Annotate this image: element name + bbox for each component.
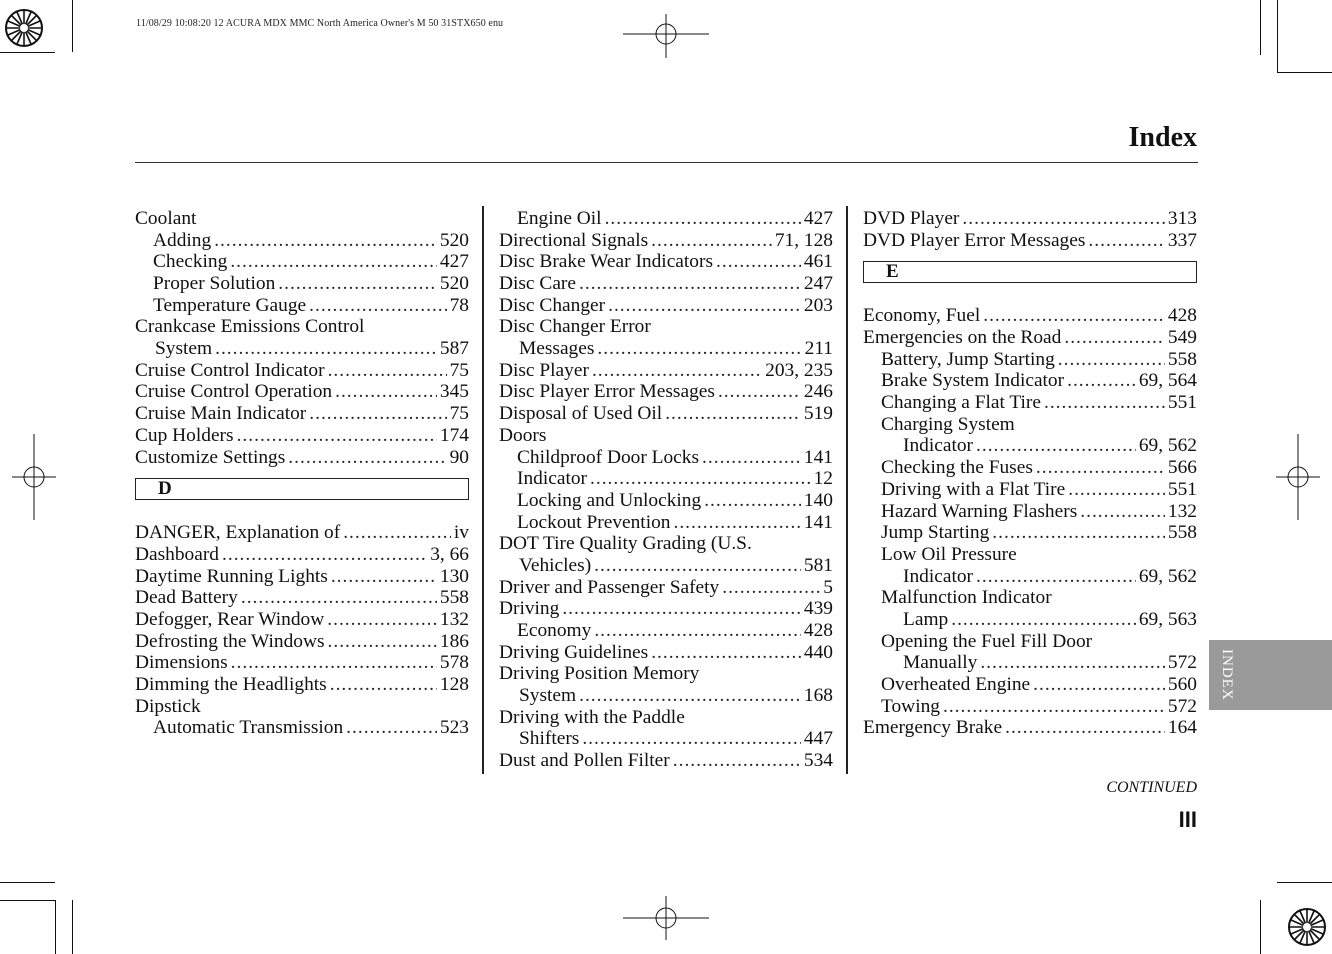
entry-text: Locking and Unlocking — [517, 489, 702, 511]
crosshair-icon — [1276, 434, 1320, 520]
crosshair-icon — [623, 14, 709, 58]
entry-page-number[interactable]: 560 — [1167, 674, 1197, 696]
entry-text: DOT Tire Quality Grading (U.S. — [499, 533, 752, 555]
entry-text: Hazard Warning Flashers — [881, 500, 1078, 522]
leader-dots — [597, 338, 801, 360]
entry-page-number[interactable]: 90 — [449, 446, 469, 468]
entry-text: Dimensions — [135, 652, 228, 674]
index-heading — [499, 316, 833, 338]
entry-page-number[interactable]: 519 — [803, 403, 833, 425]
entry-text: Brake System Indicator — [881, 370, 1065, 392]
entry-page-number[interactable]: 186 — [439, 630, 469, 652]
index-entry[interactable] — [863, 230, 1197, 252]
entry-text: Customize Settings — [135, 446, 286, 468]
index-entry[interactable] — [863, 370, 1197, 392]
entry-text: Economy, Fuel — [863, 305, 981, 327]
entry-page-number[interactable]: 71, 128 — [774, 229, 833, 251]
index-entry[interactable] — [863, 436, 1197, 458]
leader-dots — [330, 674, 437, 696]
leader-dots — [594, 620, 801, 642]
leader-dots — [582, 728, 801, 750]
leader-dots — [215, 338, 437, 360]
entry-text: Dashboard — [135, 543, 220, 565]
entry-text: DVD Player — [863, 207, 960, 229]
leader-dots — [594, 555, 801, 577]
leader-dots — [983, 305, 1165, 327]
leader-dots — [702, 447, 801, 469]
leader-dots — [562, 598, 801, 620]
entry-page-number[interactable]: 78 — [449, 294, 469, 316]
index-entry[interactable] — [135, 447, 469, 469]
leader-dots — [673, 512, 800, 534]
side-tab-label: INDEX — [1219, 649, 1235, 701]
entry-text: Driving Position Memory — [499, 663, 700, 685]
entry-text: Messages — [519, 338, 595, 360]
entry-page-number[interactable]: 203 — [803, 294, 833, 316]
entry-text: Disposal of Used Oil — [499, 403, 663, 425]
entry-page-number[interactable]: 337 — [1167, 229, 1197, 251]
entry-page-number[interactable]: 128 — [439, 674, 469, 696]
index-heading — [499, 533, 833, 555]
entry-text: Disc Player — [499, 359, 589, 381]
leader-dots — [943, 696, 1165, 718]
entry-page-number[interactable]: 427 — [803, 207, 833, 229]
entry-text: Changing a Flat Tire — [881, 392, 1041, 414]
entry-page-number[interactable]: 551 — [1167, 392, 1197, 414]
entry-page-number[interactable]: 520 — [439, 229, 469, 251]
entry-page-number[interactable]: 164 — [1167, 717, 1197, 739]
entry-text: Driving — [499, 598, 560, 620]
section-letter-header: E — [863, 261, 1197, 283]
registration-sunburst-icon — [4, 8, 44, 48]
entry-text: Shifters — [519, 728, 580, 750]
entry-text: Economy — [517, 620, 592, 642]
entry-page-number[interactable]: 534 — [803, 750, 833, 772]
entry-text: Low Oil Pressure — [881, 543, 1017, 565]
leader-dots — [704, 490, 801, 512]
index-entry[interactable] — [135, 403, 469, 425]
index-entry[interactable] — [135, 273, 469, 295]
entry-page-number[interactable]: 174 — [439, 424, 469, 446]
entry-page-number[interactable]: 203, 235 — [765, 359, 833, 381]
entry-page-number[interactable]: 12 — [813, 468, 833, 490]
leader-dots — [331, 566, 437, 588]
index-heading — [499, 425, 833, 447]
index-entry[interactable] — [499, 642, 833, 664]
entry-text: Opening the Fuel Fill Door — [881, 630, 1093, 652]
index-entry[interactable] — [499, 230, 833, 252]
entry-page-number[interactable]: 447 — [803, 728, 833, 750]
leader-dots — [718, 381, 801, 403]
index-column-2 — [499, 208, 833, 772]
entry-text: Driver and Passenger Safety — [499, 576, 720, 598]
index-heading — [863, 544, 1197, 566]
entry-text: Dipstick — [135, 695, 201, 717]
entry-text: Defogger, Rear Window — [135, 608, 325, 630]
crosshair-icon — [12, 434, 56, 520]
entry-text: Proper Solution — [153, 273, 276, 295]
title-rule — [135, 162, 1198, 163]
index-entry[interactable] — [863, 522, 1197, 544]
entry-text: Driving Guidelines — [499, 641, 649, 663]
entry-page-number[interactable]: 428 — [803, 620, 833, 642]
entry-text: Manually — [903, 652, 978, 674]
leader-dots — [1064, 327, 1165, 349]
leader-dots — [608, 295, 801, 317]
index-heading — [499, 707, 833, 729]
leader-dots — [1033, 674, 1165, 696]
entry-text: Lockout Prevention — [517, 511, 671, 533]
index-entry[interactable] — [135, 717, 469, 739]
entry-page-number[interactable]: 549 — [1167, 327, 1197, 349]
entry-text: Malfunction Indicator — [881, 587, 1052, 609]
entry-page-number[interactable]: 247 — [803, 273, 833, 295]
leader-dots — [343, 522, 451, 544]
entry-text: Disc Changer — [499, 294, 606, 316]
index-entry[interactable] — [499, 251, 833, 273]
entry-text: Disc Brake Wear Indicators — [499, 251, 713, 273]
leader-dots — [592, 360, 762, 382]
leader-dots — [346, 717, 437, 739]
leader-dots — [716, 251, 801, 273]
index-entry[interactable] — [135, 251, 469, 273]
leader-dots — [605, 208, 801, 230]
entry-page-number[interactable]: 5 — [823, 576, 833, 598]
leader-dots — [1080, 501, 1165, 523]
index-entry[interactable] — [863, 349, 1197, 371]
leader-dots — [976, 435, 1136, 457]
index-entry[interactable] — [499, 208, 833, 230]
index-heading — [863, 631, 1197, 653]
entry-page-number[interactable]: 558 — [439, 587, 469, 609]
entry-text: System — [519, 685, 577, 707]
continued-label: CONTINUED — [1106, 779, 1197, 796]
entry-text: Cruise Control Indicator — [135, 359, 325, 381]
index-entry[interactable] — [135, 360, 469, 382]
entry-text: Automatic Transmission — [153, 717, 344, 739]
entry-text: Cup Holders — [135, 424, 234, 446]
entry-text: Vehicles) — [519, 554, 592, 576]
index-entry[interactable] — [863, 674, 1197, 696]
entry-page-number[interactable]: 132 — [1167, 500, 1197, 522]
entry-page-number[interactable]: 141 — [803, 511, 833, 533]
index-entry[interactable] — [499, 577, 833, 599]
entry-text: Dead Battery — [135, 587, 238, 609]
index-entry[interactable] — [135, 522, 469, 544]
leader-dots — [1068, 479, 1165, 501]
index-entry[interactable] — [499, 620, 833, 642]
index-heading — [135, 316, 469, 338]
entry-text: Daytime Running Lights — [135, 565, 328, 587]
entry-text: Defrosting the Windows — [135, 630, 325, 652]
leader-dots — [579, 273, 801, 295]
entry-text: Driving with a Flat Tire — [881, 478, 1066, 500]
print-info-line: 11/08/29 10:08:20 12 ACURA MDX MMC North America Owner's M 50 31STX650 enu — [136, 18, 504, 29]
entry-text: Jump Starting — [881, 522, 990, 544]
leader-dots — [222, 544, 427, 566]
entry-page-number[interactable]: 313 — [1167, 207, 1197, 229]
index-entry[interactable] — [135, 674, 469, 696]
entry-text: Cruise Control Operation — [135, 381, 333, 403]
crosshair-icon — [623, 896, 709, 940]
entry-text: Directional Signals — [499, 229, 649, 251]
index-entry[interactable] — [135, 382, 469, 404]
entry-page-number[interactable]: 345 — [439, 381, 469, 403]
entry-text: Towing — [881, 695, 940, 717]
leader-dots — [214, 230, 437, 252]
entry-text: DVD Player Error Messages — [863, 229, 1086, 251]
index-entry[interactable] — [863, 327, 1197, 349]
registration-sunburst-icon — [1287, 907, 1327, 947]
index-heading — [863, 587, 1197, 609]
index-entry[interactable] — [499, 295, 833, 317]
entry-text: Crankcase Emissions Control — [135, 316, 365, 338]
leader-dots — [992, 522, 1165, 544]
entry-page-number[interactable]: 439 — [803, 598, 833, 620]
entry-page-number[interactable]: 566 — [1167, 457, 1197, 479]
leader-dots — [980, 652, 1165, 674]
entry-text: Indicator — [903, 435, 973, 457]
leader-dots — [278, 273, 437, 295]
index-entry[interactable] — [499, 512, 833, 534]
index-entry[interactable] — [499, 447, 833, 469]
index-entry[interactable] — [499, 750, 833, 772]
leader-dots — [651, 230, 772, 252]
entry-text: Disc Player Error Messages — [499, 381, 715, 403]
leader-dots — [241, 587, 437, 609]
entry-page-number[interactable]: 440 — [803, 641, 833, 663]
entry-page-number[interactable]: 572 — [1167, 695, 1197, 717]
entry-text: Disc Care — [499, 273, 576, 295]
index-entry[interactable] — [499, 382, 833, 404]
index-heading — [863, 414, 1197, 436]
entry-page-number[interactable]: 581 — [803, 554, 833, 576]
index-entry[interactable] — [135, 295, 469, 317]
entry-text: DANGER, Explanation of — [135, 522, 341, 544]
index-entry[interactable] — [499, 598, 833, 620]
entry-page-number[interactable]: 246 — [803, 381, 833, 403]
entry-text: Lamp — [903, 608, 949, 630]
entry-text: Disc Changer Error — [499, 316, 651, 338]
leader-dots — [237, 425, 437, 447]
entry-text: Checking the Fuses — [881, 457, 1033, 479]
leader-dots — [335, 381, 437, 403]
leader-dots — [1005, 717, 1165, 739]
leader-dots — [231, 652, 437, 674]
index-heading — [135, 208, 469, 230]
entry-page-number[interactable]: 551 — [1167, 478, 1197, 500]
column-divider — [482, 206, 484, 774]
index-entry[interactable] — [863, 609, 1197, 631]
entry-page-number[interactable]: 572 — [1167, 652, 1197, 674]
leader-dots — [665, 403, 801, 425]
leader-dots — [651, 642, 801, 664]
index-entry[interactable] — [135, 230, 469, 252]
leader-dots — [230, 251, 437, 273]
entry-text: Childproof Door Locks — [517, 446, 700, 468]
index-entry[interactable] — [863, 652, 1197, 674]
index-entry[interactable] — [863, 501, 1197, 523]
index-entry[interactable] — [863, 392, 1197, 414]
column-divider — [846, 206, 848, 774]
entry-page-number[interactable]: 130 — [439, 565, 469, 587]
leader-dots — [288, 447, 446, 469]
leader-dots — [327, 609, 437, 631]
entry-page-number[interactable]: 520 — [439, 273, 469, 295]
entry-page-number[interactable]: 461 — [803, 251, 833, 273]
index-entry[interactable] — [499, 729, 833, 751]
index-heading — [499, 663, 833, 685]
leader-dots — [328, 360, 447, 382]
entry-page-number[interactable]: 427 — [439, 251, 469, 273]
index-entry[interactable] — [863, 696, 1197, 718]
index-entry[interactable] — [499, 555, 833, 577]
entry-page-number[interactable]: 75 — [449, 403, 469, 425]
index-entry[interactable] — [135, 544, 469, 566]
index-entry[interactable] — [499, 360, 833, 382]
entry-page-number[interactable]: 69, 562 — [1138, 565, 1197, 587]
entry-page-number[interactable]: 132 — [439, 608, 469, 630]
leader-dots — [1067, 370, 1136, 392]
leader-dots — [590, 468, 811, 490]
index-entry[interactable] — [135, 631, 469, 653]
index-entry[interactable] — [863, 305, 1197, 327]
index-entry[interactable] — [499, 403, 833, 425]
entry-page-number[interactable]: 211 — [804, 338, 833, 360]
leader-dots — [328, 631, 437, 653]
index-column-3 — [863, 208, 1197, 739]
entry-page-number[interactable]: 587 — [439, 338, 469, 360]
entry-text: Driving with the Paddle — [499, 706, 685, 728]
leader-dots — [309, 403, 446, 425]
page-number: III — [1178, 807, 1197, 832]
leader-dots — [962, 208, 1165, 230]
entry-text: Emergency Brake — [863, 717, 1003, 739]
entry-text: Engine Oil — [517, 207, 602, 229]
page-title: Index — [1128, 122, 1197, 153]
index-entry[interactable] — [135, 652, 469, 674]
entry-page-number[interactable]: 3, 66 — [430, 543, 469, 565]
entry-page-number[interactable]: 578 — [439, 652, 469, 674]
section-letter-header: D — [135, 478, 469, 500]
entry-text: Adding — [153, 229, 212, 251]
leader-dots — [309, 295, 446, 317]
leader-dots — [1088, 230, 1165, 252]
leader-dots — [951, 609, 1136, 631]
entry-text: Indicator — [517, 468, 587, 490]
leader-dots — [1044, 392, 1165, 414]
index-column-1 — [135, 208, 469, 739]
index-entry[interactable] — [863, 717, 1197, 739]
entry-page-number[interactable]: 523 — [439, 717, 469, 739]
entry-text: Checking — [153, 251, 228, 273]
entry-page-number[interactable]: 558 — [1167, 522, 1197, 544]
entry-text: Emergencies on the Road — [863, 327, 1062, 349]
index-entry[interactable] — [499, 490, 833, 512]
entry-text: Temperature Gauge — [153, 294, 307, 316]
leader-dots — [1058, 349, 1165, 371]
index-side-tab[interactable] — [1209, 640, 1332, 710]
leader-dots — [1036, 457, 1165, 479]
index-entry[interactable] — [135, 609, 469, 631]
entry-text: Overheated Engine — [881, 674, 1031, 696]
entry-text: Cruise Main Indicator — [135, 403, 307, 425]
index-entry[interactable] — [499, 468, 833, 490]
index-entry[interactable] — [863, 479, 1197, 501]
entry-page-number[interactable]: 69, 564 — [1138, 370, 1197, 392]
entry-page-number[interactable]: 558 — [1167, 348, 1197, 370]
entry-page-number[interactable]: 69, 563 — [1138, 608, 1197, 630]
entry-page-number[interactable]: 75 — [449, 359, 469, 381]
entry-page-number[interactable]: 428 — [1167, 305, 1197, 327]
index-entry[interactable] — [499, 685, 833, 707]
index-entry[interactable] — [135, 425, 469, 447]
leader-dots — [579, 685, 801, 707]
index-entry[interactable] — [499, 338, 833, 360]
entry-page-number[interactable]: 69, 562 — [1138, 435, 1197, 457]
entry-text: Charging System — [881, 413, 1015, 435]
entry-text: Doors — [499, 424, 547, 446]
entry-page-number[interactable]: 141 — [803, 446, 833, 468]
index-entry[interactable] — [135, 566, 469, 588]
entry-text: System — [155, 338, 213, 360]
leader-dots — [976, 566, 1136, 588]
entry-page-number[interactable]: 168 — [803, 685, 833, 707]
entry-text: Dimming the Headlights — [135, 674, 327, 696]
entry-text: Dust and Pollen Filter — [499, 750, 670, 772]
index-heading — [135, 696, 469, 718]
index-entry[interactable] — [499, 273, 833, 295]
entry-page-number[interactable]: iv — [453, 522, 469, 544]
entry-text: Battery, Jump Starting — [881, 348, 1055, 370]
index-entry[interactable] — [863, 457, 1197, 479]
entry-text: Indicator — [903, 565, 973, 587]
leader-dots — [722, 577, 820, 599]
leader-dots — [673, 750, 801, 772]
index-entry[interactable] — [863, 208, 1197, 230]
index-entry[interactable] — [135, 587, 469, 609]
entry-page-number[interactable]: 140 — [803, 489, 833, 511]
index-entry[interactable] — [863, 566, 1197, 588]
entry-text: Coolant — [135, 207, 197, 229]
index-entry[interactable] — [135, 338, 469, 360]
